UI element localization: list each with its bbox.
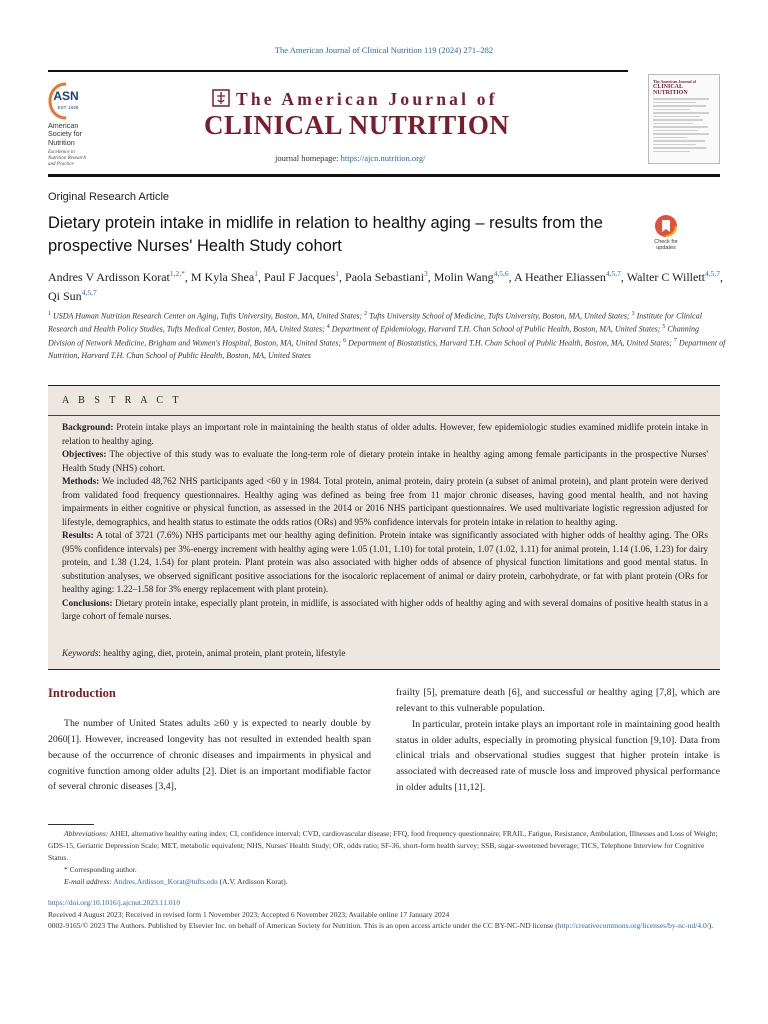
abstract-section	[62, 448, 708, 475]
affiliation-text: Department of Biostatistics, Harvard T.H. Chan School of Public Health, Boston, MA, United States;	[348, 338, 672, 348]
asn-emblem	[48, 82, 82, 118]
author-name[interactable]: Qi Sun	[48, 288, 82, 303]
abbreviations-note: Abbreviations: AHEI, alternative healthy eating index; CI, confidence interval; CVD, cardiovascular disease; FFQ, food frequency questionnaire; FRAIL, Fatigue, Resistance, Ambulation, Illnesses and Loss of Weight; GDS-15, Geriatric Depression Scale; MET, metabolic equivalent; NHS, Nurses' Health Study; OR, odds ratio; SF-36, short-form health survey; SSB, sugar-sweetened beverage; TICS, Telephone Interview for Cognitive Status.	[48, 829, 718, 862]
asn-logo-text: ASN	[53, 89, 79, 103]
author-name[interactable]: A Heather Eliassen	[513, 270, 606, 284]
homepage-link[interactable]: https://ajcn.nutrition.org/	[340, 153, 426, 163]
author-affiliation-marker[interactable]: 4,5,7	[81, 287, 97, 297]
affiliation-text: Channing Division of Network Medicine, Brigham and Women's Hospital, Boston, MA, United States;	[48, 325, 699, 348]
abstract-section-label: Background:	[62, 422, 114, 432]
author-affiliation-marker[interactable]: 1	[254, 269, 258, 278]
author-affiliation-marker[interactable]: 1,2,*	[169, 269, 185, 278]
introduction-heading: Introduction	[48, 686, 116, 700]
license-link[interactable]: http://creativecommons.org/licenses/by-nc-nd/4.0/	[557, 921, 709, 931]
check-for-updates-badge[interactable]	[646, 215, 686, 251]
abstract-section	[62, 597, 708, 624]
author-name[interactable]: Molin Wang	[433, 270, 494, 284]
asn-since: EST. 1928	[57, 105, 79, 110]
affiliation-text: USDA Human Nutrition Research Center on Aging, Tufts University, Boston, MA, United States;	[53, 311, 363, 321]
affiliation-number: 6	[343, 337, 347, 344]
affiliation-number: 5	[662, 324, 666, 331]
affiliation-number: 4	[326, 324, 330, 331]
intro-left-column: The number of United States adults ≥60 y is expected to nearly double by 2060[1]. However, increased longevity has not resulted in extended health span because of the occurrence of chronic diseases and impairments in physical and cognitive function among older adults [2]. Diet is an important modifiable factor of several chronic diseases [3,4],	[48, 718, 371, 793]
footnote-rule	[48, 824, 94, 825]
journal-name-top: The American Journal of	[212, 88, 542, 113]
article-type: Original Research Article	[48, 191, 170, 203]
author-affiliation-marker[interactable]: 4,5,7	[605, 269, 621, 278]
crossmark-label: Check for updates	[654, 239, 678, 252]
abstract-section-text: Dietary protein intake, especially plant protein, in midlife, is associated with higher odds of healthy aging and with several domains of positive health status in a large cohort of female nurses.	[62, 597, 709, 622]
abstract-section-label: Conclusions:	[62, 597, 113, 608]
publication-info	[48, 897, 720, 932]
journal-name-main: CLINICAL NUTRITION	[204, 110, 510, 140]
affiliation-text: Department of Nutrition, Harvard T.H. Chan School of Public Health, Boston, MA, United States	[48, 338, 726, 361]
keywords-label: Keywords	[62, 648, 99, 658]
abstract-keywords: Keywords: healthy aging, diet, protein, animal protein, plant protein, lifestyle	[62, 648, 346, 658]
abstract-divider	[48, 415, 720, 416]
abstract-section	[62, 529, 708, 597]
footnotes	[48, 828, 720, 888]
crossmark-icon	[655, 215, 677, 237]
abstract-heading: A B S T R A C T	[62, 395, 183, 406]
abstract-section	[62, 421, 708, 448]
abstract-body	[62, 421, 708, 624]
author-affiliation-marker[interactable]: 4,5,6	[493, 269, 509, 278]
society-tagline: Excellence in Nutrition Research and Practice	[48, 149, 87, 167]
article-title: Dietary protein intake in midlife in relation to healthy aging – results from the prospective Nurses' Health Study cohort	[48, 214, 603, 256]
email-note: E-mail address: Andres.Ardisson_Korat@tufts.edu (A.V. Ardisson Korat).	[64, 877, 288, 886]
author-name[interactable]: Walter C Willett	[626, 270, 706, 284]
intro-paragraph-2: In particular, protein intake plays an important role in maintaining good health status in older adults, especially in promoting physical function [9,10]. Data from clinical trials and observational studies suggest that higher protein intake is associated with decreased rate of muscle loss and improved physical performance in older adults [11,12].	[396, 718, 720, 794]
header-bottom-rule	[48, 174, 720, 177]
corresponding-note: * Corresponding author.	[64, 865, 137, 874]
abstract-section	[62, 475, 708, 529]
affiliation-text: Department of Epidemiology, Harvard T.H. Chan School of Public Health, Boston, MA, United States;	[331, 325, 661, 335]
abstract-box	[48, 385, 720, 670]
affiliations	[48, 310, 728, 363]
intro-right-column	[396, 685, 720, 796]
society-name: American Society for Nutrition	[48, 121, 82, 147]
author-name[interactable]: Paul F Jacques	[263, 270, 336, 284]
abstract-section-text: A total of 3721 (7.6%) NHS participants met our healthy aging definition. Protein intake was significantly associated with higher odds of healthy aging. The ORs (95% confidence intervals) per 3%-energy increment with healthy aging were 1.05 (1.01, 1.10) for total protein, 1.07 (1.02, 1.11) for animal protein, 1.14 (1.06, 1.23) for dairy protein, and 1.38 (1.24, 1.54) for plant protein. Plant protein was also associated with higher odds of absence of physical function limitations and good mental status. In substitution analyses, we observed significant positive associations for the isocaloric replacement of animal or dairy protein, carbohydrate, or fat with plant protein (ORs for healthy aging: 1.22–1.58 for 3% energy replacement with plant protein).	[62, 530, 708, 595]
asn-logo	[48, 82, 108, 168]
cover-title-top: The American Journal of	[653, 79, 696, 84]
keywords-text: healthy aging, diet, protein, animal protein, plant protein, lifestyle	[103, 648, 346, 658]
author-name[interactable]: M Kyla Shea	[190, 270, 255, 284]
author-list: Andres V Ardisson Korat$^{1,2,*}$, M Kyla Shea$^1$, Paul F Jacques$^1$, Paola Sebastiani$^3$, Molin Wang$^{4,5,6}$, A Heather Eliassen$^{4,5,7}$, Walter C Willett$^{4,5,7}$, Qi Sun$^{4,5,7}$	[48, 269, 724, 303]
abstract-section-text: Protein intake plays an important role in maintaining the health status of older adults. However, few epidemiologic studies examined midlife protein intake in relation to healthy aging.	[62, 422, 709, 446]
header-top-rule	[48, 70, 628, 72]
abstract-section-text: We included 48,762 NHS participants aged <60 y in 1984. Total protein, animal protein, dairy protein (a subset of animal protein), and plant protein were derived from validated food frequency questionnaires. Healthy aging was defined as being free from 11 major chronic diseases, having good mental health, and not having impairments in either cognitive or physical function, as assessed in the 2014 or 2016 NHS participant questionnaires. We used multivariate logistic regression adjusted for lifestyle, demographics, and health status to estimate the odds ratios (ORs) and 95% confidence intervals for protein intake in relation to healthy aging.	[62, 476, 708, 527]
journal-homepage: journal homepage: https://ajcn.nutrition.org/	[275, 153, 426, 163]
author-affiliation-marker[interactable]: 3	[424, 269, 428, 278]
author-name[interactable]: Andres V Ardisson Korat	[48, 270, 170, 284]
received-dates: Received 4 August 2023; Received in revised form 1 November 2023; Accepted 6 November 2023; Available online 17 January 2024	[48, 909, 450, 919]
license-statement: 0002-9165/© 2023 The Authors. Published by Elsevier Inc. on behalf of American Society for Nutrition. This is an open access article under the CC BY-NC-ND license (http://creativecommons.org/licenses/by-nc-nd/4.0/).	[48, 921, 714, 931]
affiliation-number: 7	[673, 337, 677, 344]
author-name[interactable]: Paola Sebastiani	[345, 270, 425, 284]
affiliation-number: 1	[48, 311, 51, 317]
affiliation-text: Institute for Clinical Research and Health Policy Studies, Tufts Medical Center, Boston, MA, United States;	[48, 311, 702, 335]
abstract-section-text: The objective of this study was to evaluate the long-term role of dietary protein intake in healthy aging among female participants in the prospective Nurses' Health Study (NHS) cohort.	[62, 449, 708, 473]
doi-link[interactable]: https://doi.org/10.1016/j.ajcnut.2023.11.010	[48, 898, 181, 907]
author-affiliation-marker[interactable]: 1	[335, 269, 340, 278]
journal-citation[interactable]: The American Journal of Clinical Nutrition 119 (2024) 271–282	[274, 45, 494, 55]
affiliation-text: Tufts University School of Medicine, Tufts University, Boston, MA, United States;	[369, 311, 630, 321]
intro-paragraph-1: frailty [5], premature death [6], and successful or healthy aging [7,8], which are relevant to this vulnerable population.	[396, 687, 720, 714]
affiliation-number: 2	[364, 311, 368, 317]
journal-cover-thumbnail[interactable]	[648, 74, 720, 164]
affiliation-number: 3	[631, 311, 635, 317]
email-link[interactable]: Andres.Ardisson_Korat@tufts.edu	[113, 877, 218, 886]
abstract-section-label: Methods:	[62, 476, 100, 487]
cover-title-main: CLINICAL NUTRITION	[653, 84, 688, 96]
author-affiliation-marker[interactable]: 4,5,7	[705, 269, 721, 278]
abstract-section-label: Objectives:	[62, 449, 107, 460]
abstract-section-label: Results:	[62, 530, 94, 541]
